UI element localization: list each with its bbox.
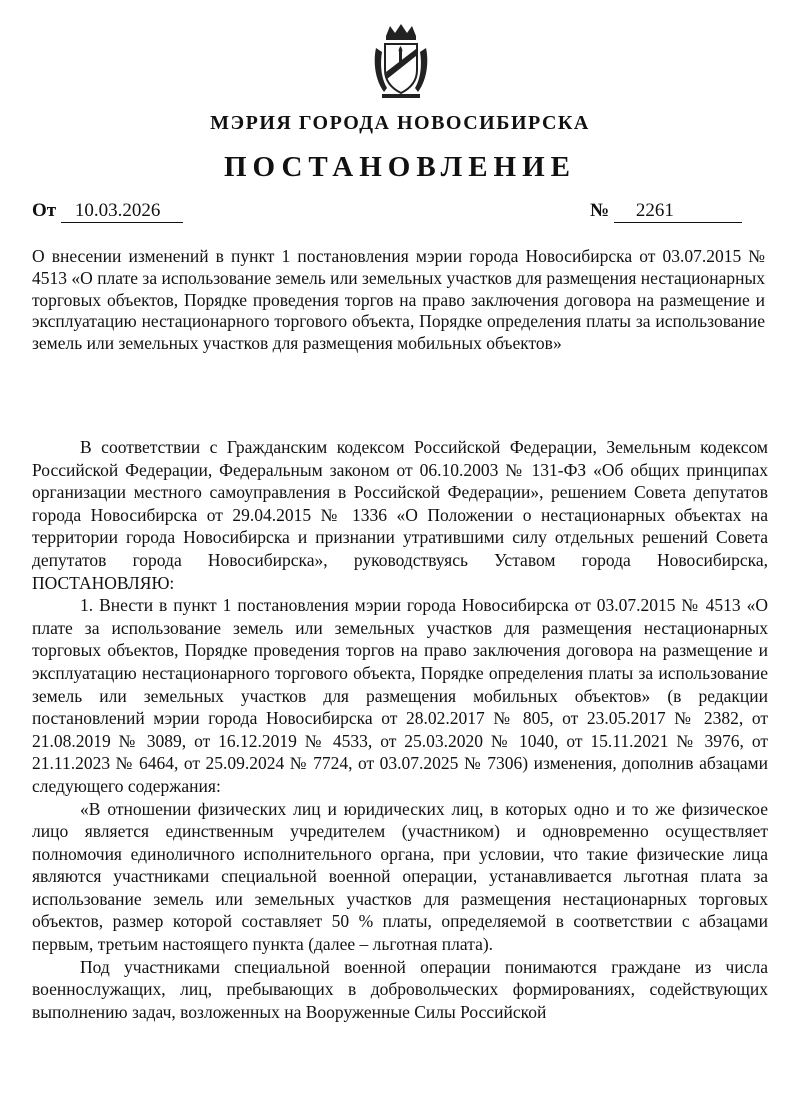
- quoted-amendment-paragraph: «В отношении физических лиц и юридических лиц, в которых одно и то же физическое лицо является единственным учредителем (участником) и одновременно осуществляет полномочия единоличного исполнительного органа, при условии, что такие физические лица являются участниками специальной военной операции, устанавливается льготная плата за использование земель или земельных участков для размещения нестационарных торговых объектов, размер которой составляет 50 % платы, определяемой в соответствии с абзацами первым, третьим настоящего пункта (далее – льготная плата).: [32, 798, 768, 955]
- document-type-title: ПОСТАНОВЛЕНИЕ: [223, 151, 576, 183]
- organization-name: МЭРИЯ ГОРОДА НОВОСИБИРСКА: [210, 112, 590, 134]
- date-value: 10.03.2026: [61, 200, 183, 223]
- date-label: От: [32, 200, 57, 221]
- preamble-paragraph: В соответствии с Гражданским кодексом Российской Федерации, Земельным кодексом Российской Федерации, Федеральным законом от 06.10.2003 № 131-ФЗ «Об общих принципах организации местного самоуправления в Российской Федерации», решением Совета депутатов города Новосибирска от 29.04.2015 № 1336 «О Положении о нестационарных объектах на территории города Новосибирска и признании утратившими силу отдельных решений Совета депутатов города Новосибирска», руководствуясь Уставом города Новосибирска, ПОСТАНОВЛЯЮ:: [32, 437, 768, 593]
- number-value: 2261: [614, 200, 742, 223]
- coat-of-arms-icon: [372, 22, 430, 102]
- number-line: [590, 200, 742, 223]
- number-label: №: [590, 200, 610, 221]
- definition-paragraph: Под участниками специальной военной операции понимаются граждане из числа военнослужащих, лиц, пребывающих в добровольческих формированиях, содействующих выполнению задач, возложенных на Вооруженные Силы Российской: [32, 956, 768, 1022]
- document-subject: О внесении изменений в пункт 1 постановления мэрии города Новосибирска от 03.07.2015 № 4513 «О плате за использование земель или земельных участков для размещения нестационарных торговых объектов, Порядке проведения торгов на право заключения договора на размещение и эксплуатацию нестационарного торгового объекта, Порядке определения платы за использование земель или земельных участков для размещения мобильных объектов»: [32, 246, 765, 354]
- document-body: [32, 436, 768, 1023]
- date-line: [32, 200, 183, 223]
- item-1-paragraph: 1. Внести в пункт 1 постановления мэрии города Новосибирска от 03.07.2015 № 4513 «О плате за использование земель или земельных участков для размещения нестационарных торговых объектов, Порядке проведения торгов на право заключения договора на размещение и эксплуатацию нестационарного торгового объекта, Порядке определения платы за использование земель или земельных участков для размещения мобильных объектов» (в редакции постановлений мэрии города Новосибирска от 28.02.2017 № 805, от 23.05.2017 № 2382, от 21.08.2019 № 3089, от 16.12.2019 № 4533, от 25.03.2020 № 1040, от 15.11.2021 № 3976, от 21.11.2023 № 6464, от 25.09.2024 № 7724, от 03.07.2025 № 7306) изменения, дополнив абзацами следующего содержания:: [32, 595, 768, 796]
